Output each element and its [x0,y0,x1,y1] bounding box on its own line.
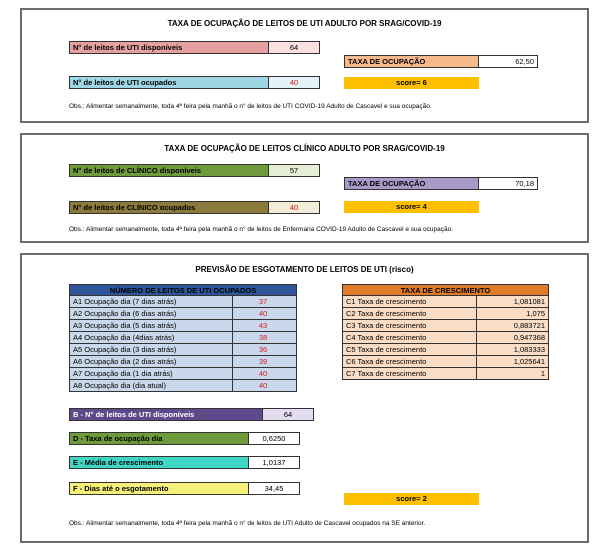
panel-title: TAXA DE OCUPAÇÃO DE LEITOS CLÍNICO ADULTO POR SRAG/COVID-19 [164,144,445,153]
clinical-available-label: N° de leitos de CLÍNICO disponíveis [69,164,269,177]
growth-row-label: C5 Taxa de crescimento [342,344,477,356]
uti-occupied-value[interactable]: 40 [268,76,320,89]
panel-title: PREVISÃO DE ESGOTAMENTO DE LEITOS DE UTI (risco) [195,265,414,274]
occupied-row-label: A8 Ocupação dia (dia atual) [69,380,233,392]
uti-occupied-label: N° de leitos de UTI ocupados [69,76,269,89]
d-occupancy-label: D - Taxa de ocupação dia [69,432,249,445]
f-days-value: 34,45 [248,482,300,495]
clinical-occupied-label: N° de leitos de CLÍNICO ocupados [69,201,269,214]
occupied-row-label: A6 Ocupação dia (2 dias atrás) [69,356,233,368]
uti-available-label: N° de leitos de UTI disponíveis [69,41,269,54]
occupied-table-header: NÚMERO DE LEITOS DE UTI OCUPADOS [69,284,297,296]
occupied-row-value[interactable]: 38 [233,332,297,344]
b-available-label: B - N° de leitos de UTI disponíveis [69,408,263,421]
clinical-occupancy-panel [20,133,589,243]
depletion-forecast-panel [20,253,589,543]
growth-row-label: C2 Taxa de crescimento [342,308,477,320]
occupied-row-value[interactable]: 40 [233,368,297,380]
occupied-row-value[interactable]: 37 [233,296,297,308]
uti-occupancy-panel [20,8,589,123]
growth-row-value: 0,883721 [477,320,549,332]
growth-row-value: 1,083333 [477,344,549,356]
score-badge: score= 2 [344,493,479,505]
clinical-available-value[interactable]: 57 [268,164,320,177]
growth-row-value: 1,081081 [477,296,549,308]
occupancy-rate-value: 70,18 [478,177,538,190]
occupied-row-value[interactable]: 36 [233,344,297,356]
e-growth-value: 1,0137 [248,456,300,469]
uti-available-value[interactable]: 64 [268,41,320,54]
growth-row-value: 1,075 [477,308,549,320]
growth-row-label: C4 Taxa de crescimento [342,332,477,344]
occupied-row-label: A3 Ocupação dia (5 dias atrás) [69,320,233,332]
growth-row-label: C1 Taxa de crescimento [342,296,477,308]
occupied-row-value[interactable]: 39 [233,356,297,368]
occupancy-rate-label: TAXA DE OCUPAÇÃO [344,177,479,190]
observation-note: Obs.: Alimentar semanalmente, toda 4ª feira pela manhã o n° de leitos de UTI COVID-19 Adulto de Cascavel e sua ocupação. [69,103,432,110]
growth-table-header: TAXA DE CRESCIMENTO [342,284,549,296]
f-days-label: F - Dias até o esgotamento [69,482,249,495]
growth-row-value: 1,025641 [477,356,549,368]
occupancy-rate-value: 62,50 [478,55,538,68]
growth-row-label: C7 Taxa de crescimento [342,368,477,380]
occupied-row-label: A1 Ocupação dia (7 dias atrás) [69,296,233,308]
growth-row-value: 0,947368 [477,332,549,344]
occupied-row-label: A2 Ocupação dia (6 dias atrás) [69,308,233,320]
growth-row-label: C6 Taxa de crescimento [342,356,477,368]
clinical-occupied-value[interactable]: 40 [268,201,320,214]
score-badge: score= 6 [344,77,479,89]
d-occupancy-value: 0,6250 [248,432,300,445]
e-growth-label: E - Média de crescimento [69,456,249,469]
occupied-row-value[interactable]: 40 [233,380,297,392]
observation-note: Obs.: Alimentar semanalmente, toda 4ª feira pela manhã o n° de leitos de Enfermaria COVID-19 Adulto de Cascavel e sua ocupação. [69,226,454,233]
occupied-row-value[interactable]: 43 [233,320,297,332]
growth-row-value: 1 [477,368,549,380]
occupied-row-label: A4 Ocupação dia (4dias atrás) [69,332,233,344]
occupied-row-value[interactable]: 40 [233,308,297,320]
occupied-row-label: A5 Ocupação dia (3 dias atrás) [69,344,233,356]
occupied-row-label: A7 Ocupação dia (1 dia atrás) [69,368,233,380]
growth-row-label: C3 Taxa de crescimento [342,320,477,332]
occupancy-rate-label: TAXA DE OCUPAÇÃO [344,55,479,68]
b-available-value: 64 [262,408,314,421]
score-badge: score= 4 [344,201,479,213]
panel-title: TAXA DE OCUPAÇÃO DE LEITOS DE UTI ADULTO POR SRAG/COVID-19 [167,19,442,28]
observation-note: Obs.: Alimentar semanalmente, toda 4ª feira pela manhã o n° de leitos de UTI Adulto de Cascavel ocupados na SE anterior. [69,520,426,527]
